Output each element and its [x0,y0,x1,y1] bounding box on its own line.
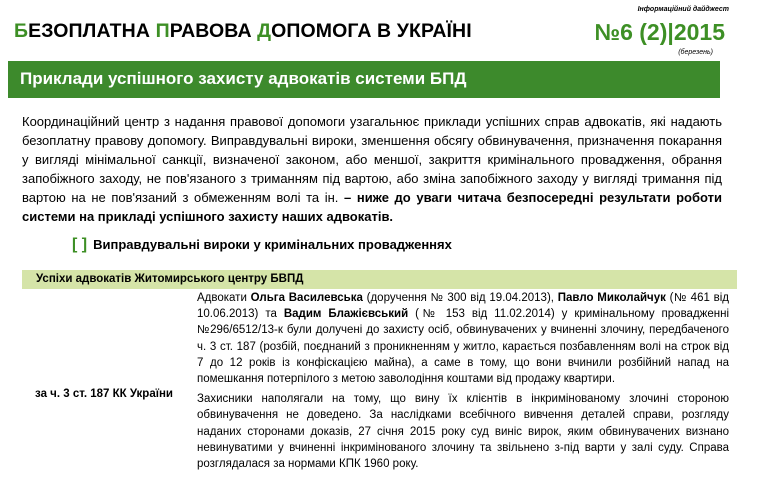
issue-month: (березень) [678,49,713,56]
case-article-label: за ч. 3 ст. 187 КК України [35,388,173,400]
center-band [22,270,737,289]
lawyer-name: Вадим Блажієвський [283,308,409,321]
intro-run: – ниже до уваги читача безпосередні результати роботи системи на прикладі успішного захисту наших адвокатів. [22,190,722,224]
masthead-part: ЕЗОПЛАТНА [28,20,156,42]
intro-run: Координаційний центр з надання правової допомоги узагальнює приклади успішних справ адвокатів, які надають безоплатну правову допомогу. Виправдувальні вироки, зменшення обсягу обвинувачення, призначення покарання у вигляді мінімальної санкції, визначеної законом, або меншої, закриття кримінального провадження, обрання запобіжного заходу, не пов'язаного з триманням під вартою, або зміна запобіжного заходу у вигляді тримання під вартою на не пов'язаний з обмеженням волі та ін. [22,114,722,205]
subsection-title: Виправдувальні вироки у кримінальних провадженнях [93,237,452,252]
masthead-part: П [155,20,170,42]
case-text: Захисники наполягали на тому, що вину їх клієнтів в інкримінованому злочині стороною обвинувачення не доведено. За наслідками всебічного вивчення деталей справи, розгляду наданих сторонами доказів, 27 січня 2015 року суд виніс вирок, яким обвинувачених визнано невинуватими у вчиненні інкримінованого злочину та звільнено з-під варти у залі суду. Справа розглядалася за нормами КПК 1960 року. [197,393,729,471]
case-description [197,290,729,472]
lawyer-name: Ольга Василевська [250,292,363,304]
issue-number: №6 (2)|2015 [594,19,725,45]
intro-paragraph [22,112,722,226]
center-band-title: Успіхи адвокатів Житомирського центру БВПД [36,273,304,285]
masthead-part: Б [14,20,29,42]
digest-label: Інформаційний дайджест [637,6,729,13]
masthead-part: ОПОМОГА В УКРАЇНІ [271,20,472,42]
case-paragraph [197,391,729,472]
case-text: (доручення № 300 від 19.04.2013), [362,292,558,304]
case-text: (№ 153 від 11.02.2014) у кримінальному провадженні №296/6512/13-к були долучені до захисту осіб, обвинувачених у вчиненні злочину, передбаченого ч. 3 ст. 187 (розбій, поєднаний з проникненням у житло, карається позбавленням волі на строк від 7 до 12 років із конфіскацією майна), а саме в тому, що вони вчинили розбійний напад на помешкання потерпілого з метою заволодіння коштами від продажу квартири. [197,308,730,386]
masthead-part: РАВОВА [169,20,258,42]
lawyer-name: Павло Миколайчук [557,292,666,304]
banner-title: Приклади успішного захисту адвокатів системи БПД [20,69,467,88]
masthead-title [14,20,472,43]
subsection-heading [72,236,452,254]
section-banner [8,61,720,98]
masthead-part: Д [257,20,272,42]
case-text: Адвокати [197,292,251,304]
case-paragraph [197,290,729,387]
bracket-icon: [ ] [72,236,88,253]
case-text: (№ 461 від 10.06.2013) та [197,292,729,321]
